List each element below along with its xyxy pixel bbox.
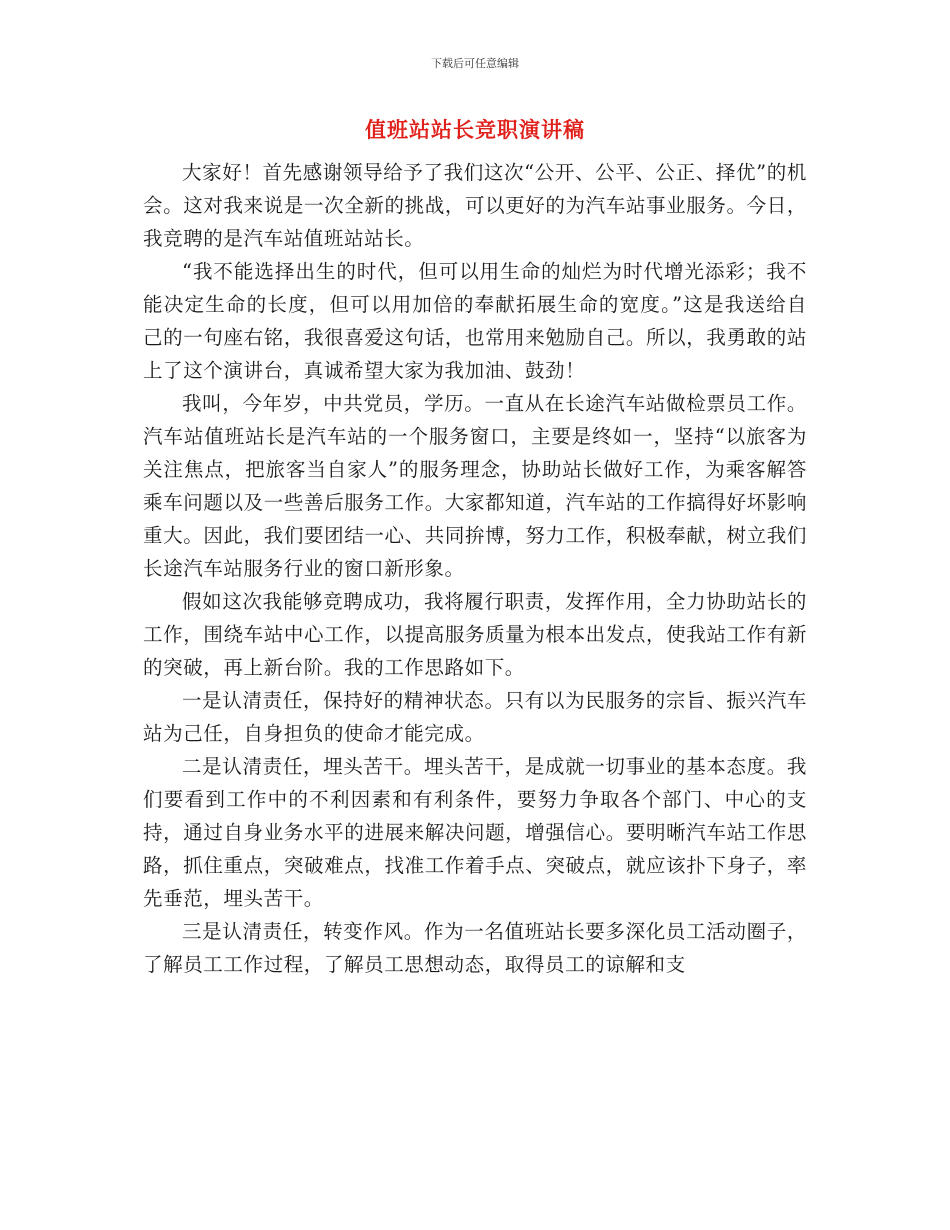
paragraph-1: 大家好！首先感谢领导给予了我们这次“公开、公平、公正、择优”的机会。这对我来说是一次全新的挑战，可以更好的为汽车站事业服务。今日，我竞聘的是汽车站值班站站长。 [143, 161, 807, 250]
paragraph-7: 三是认清责任，转变作风。作为一名值班站长要多深化员工活动圈子，了解员工工作过程，了解员工思想动态，取得员工的谅解和支 [143, 920, 807, 976]
paragraph-5: 一是认清责任，保持好的精神状态。只有以为民服务的宗旨、振兴汽车站为己任，自身担负的使命才能完成。 [143, 689, 807, 745]
paragraph-4: 假如这次我能够竞聘成功，我将履行职责，发挥作用，全力协助站长的工作，围绕车站中心工作，以提高服务质量为根本出发点，使我站工作有新的突破，再上新台阶。我的工作思路如下。 [143, 590, 807, 679]
paragraph-2: “我不能选择出生的时代，但可以用生命的灿烂为时代增光添彩；我不能决定生命的长度，但可以用加倍的奉献拓展生命的宽度。”这是我送给自己的一句座右铭，我很喜爱这句话，也常用来勉励自己。所以，我勇敢的站上了这个演讲台，真诚希望大家为我加油、鼓劲！ [143, 260, 807, 382]
document-title: 值班站站长竞职演讲稿 [365, 118, 585, 142]
paragraph-6: 二是认清责任，埋头苦干。埋头苦干，是成就一切事业的基本态度。我们要看到工作中的不利因素和有利条件，要努力争取各个部门、中心的支持，通过自身业务水平的进展来解决问题，增强信心。要明晰汽车站工作思路，抓住重点，突破难点，找准工作着手点、突破点，就应该扑下身子，率先垂范，埋头苦干。 [143, 755, 807, 910]
paragraph-3: 我叫，今年岁，中共党员，学历。一直从在长途汽车站做检票员工作。汽车站值班站长是汽车站的一个服务窗口，主要是终如一，坚持“以旅客为关注焦点，把旅客当自家人”的服务理念，协助站长做好工作，为乘客解答乘车问题以及一些善后服务工作。大家都知道，汽车站的工作搞得好坏影响重大。因此，我们要团结一心、共同拚博，努力工作，积极奉献，树立我们长途汽车站服务行业的窗口新形象。 [143, 392, 807, 580]
header-note: 下载后可任意编辑 [431, 57, 519, 70]
document-body [143, 156, 807, 981]
